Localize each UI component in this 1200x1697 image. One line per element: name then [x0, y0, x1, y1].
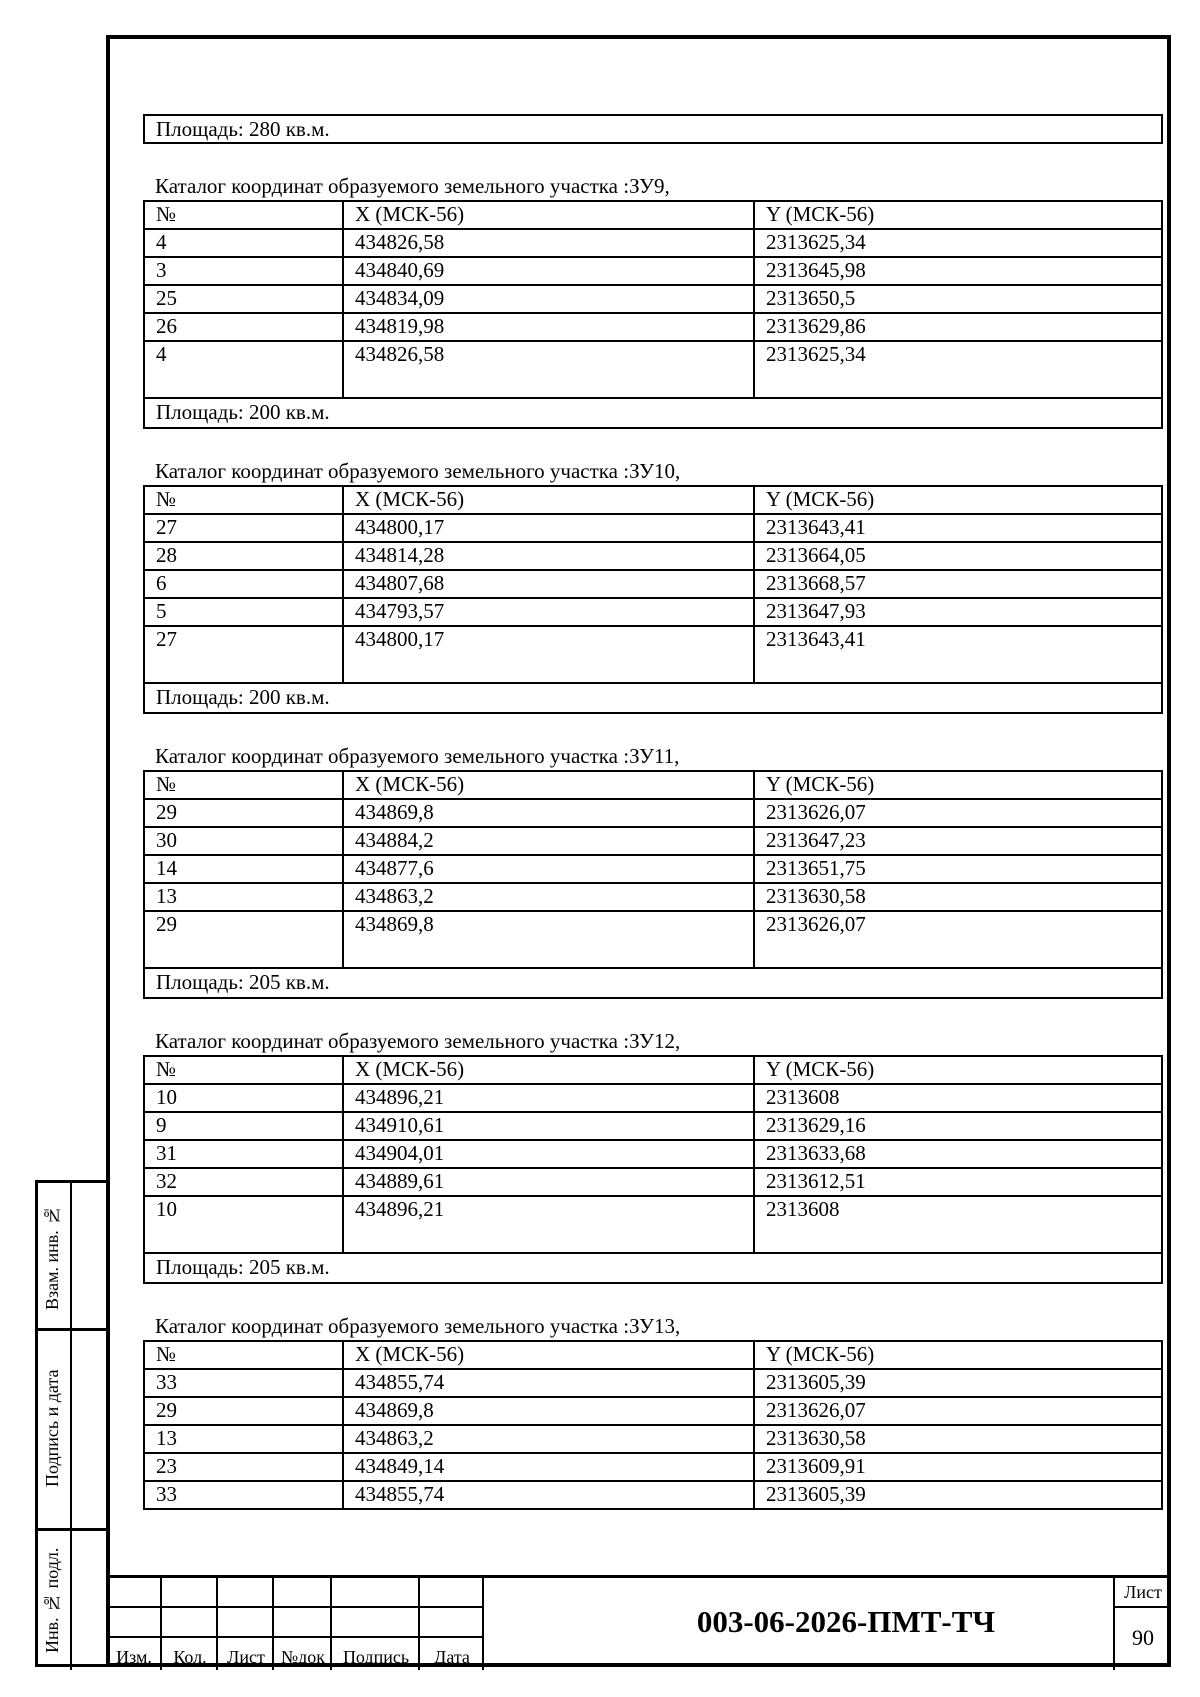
table-cell: 2313647,93	[754, 598, 1162, 626]
coordinates-table	[143, 485, 1163, 684]
table-cell: 434814,28	[343, 542, 754, 570]
table-cell: 434896,21	[343, 1084, 754, 1112]
table-header-row	[144, 1341, 1162, 1369]
column-header: №	[144, 1056, 343, 1084]
table-cell: 2313651,75	[754, 855, 1162, 883]
sheet-label: Лист	[1115, 1578, 1171, 1608]
table-row	[144, 542, 1162, 570]
table-cell: 2313630,58	[754, 1425, 1162, 1453]
table-cell: 4	[144, 341, 343, 398]
table-cell: 2313647,23	[754, 827, 1162, 855]
table-cell: 2313608	[754, 1196, 1162, 1253]
side-stamp-divider	[38, 1528, 109, 1531]
catalog-title: Каталог координат образуемого земельного участка :ЗУ12,	[155, 1029, 681, 1053]
table-cell: 2313643,41	[754, 626, 1162, 683]
table-cell: 434793,57	[343, 598, 754, 626]
document-content	[143, 114, 1163, 1510]
table-row	[144, 570, 1162, 598]
column-header: Y (МСК-56)	[754, 1056, 1162, 1084]
tb-label-data: Дата	[434, 1647, 470, 1667]
table-cell: 13	[144, 1425, 343, 1453]
table-cell: 27	[144, 626, 343, 683]
catalog-title: Каталог координат образуемого земельного участка :ЗУ9,	[155, 174, 670, 198]
table-cell: 23	[144, 1453, 343, 1481]
table-cell: 2313608	[754, 1084, 1162, 1112]
table-cell: 33	[144, 1481, 343, 1509]
table-cell: 2313630,58	[754, 883, 1162, 911]
table-row	[144, 1369, 1162, 1397]
column-header: X (МСК-56)	[343, 201, 754, 229]
table-cell: 2313605,39	[754, 1481, 1162, 1509]
table-row	[144, 229, 1162, 257]
catalog-area: Площадь: 200 кв.м.	[143, 399, 1163, 429]
table-cell: 2313609,91	[754, 1453, 1162, 1481]
table-row	[144, 257, 1162, 285]
table-row	[144, 855, 1162, 883]
table-cell: 13	[144, 883, 343, 911]
column-header: X (МСК-56)	[343, 771, 754, 799]
table-cell: 434840,69	[343, 257, 754, 285]
table-row	[144, 827, 1162, 855]
table-cell: 32	[144, 1168, 343, 1196]
tb-label-izm: Изм.	[116, 1647, 152, 1667]
table-cell: 434807,68	[343, 570, 754, 598]
table-cell: 26	[144, 313, 343, 341]
column-header: X (МСК-56)	[343, 1341, 754, 1369]
table-cell: 29	[144, 799, 343, 827]
table-cell: 2313626,07	[754, 799, 1162, 827]
table-cell: 434849,14	[343, 1453, 754, 1481]
table-cell: 434896,21	[343, 1196, 754, 1253]
table-cell: 33	[144, 1369, 343, 1397]
table-cell: 434819,98	[343, 313, 754, 341]
tb-row-line	[106, 1606, 484, 1608]
table-cell: 25	[144, 285, 343, 313]
table-row	[144, 1140, 1162, 1168]
table-row	[144, 313, 1162, 341]
coordinates-table	[143, 1055, 1163, 1254]
table-row	[144, 514, 1162, 542]
table-cell: 434904,01	[343, 1140, 754, 1168]
catalog-section	[143, 742, 1163, 999]
table-cell: 434855,74	[343, 1369, 754, 1397]
table-row	[144, 1425, 1162, 1453]
table-cell: 2313612,51	[754, 1168, 1162, 1196]
top-area-label: Площадь: 280 кв.м.	[143, 114, 1163, 144]
table-row	[144, 1397, 1162, 1425]
table-cell: 2313645,98	[754, 257, 1162, 285]
table-cell: 434877,6	[343, 855, 754, 883]
table-row	[144, 1112, 1162, 1140]
sheet-box	[1113, 1578, 1171, 1670]
table-row	[144, 1196, 1162, 1253]
table-cell: 4	[144, 229, 343, 257]
catalog-section	[143, 1312, 1163, 1510]
catalog-title: Каталог координат образуемого земельного участка :ЗУ11,	[155, 744, 680, 768]
table-row	[144, 285, 1162, 313]
table-cell: 2313605,39	[754, 1369, 1162, 1397]
column-header: №	[144, 1341, 343, 1369]
table-cell: 14	[144, 855, 343, 883]
table-header-row	[144, 1056, 1162, 1084]
table-header-row	[144, 771, 1162, 799]
table-cell: 434869,8	[343, 799, 754, 827]
document-code: 003-06-2026-ПМТ-ТЧ	[696, 1604, 996, 1639]
table-cell: 5	[144, 598, 343, 626]
table-cell: 29	[144, 911, 343, 968]
table-cell: 3	[144, 257, 343, 285]
table-row	[144, 1481, 1162, 1509]
tb-row-line	[106, 1636, 484, 1638]
table-row	[144, 598, 1162, 626]
table-cell: 434889,61	[343, 1168, 754, 1196]
column-header: №	[144, 201, 343, 229]
coordinates-table	[143, 770, 1163, 969]
tb-label-kol: Кол.	[173, 1647, 207, 1667]
table-cell: 10	[144, 1084, 343, 1112]
table-cell: 434910,61	[343, 1112, 754, 1140]
table-row	[144, 799, 1162, 827]
tb-label-ndok: №док	[280, 1647, 326, 1667]
table-header-row	[144, 201, 1162, 229]
catalog-title: Каталог координат образуемого земельного участка :ЗУ10,	[155, 459, 681, 483]
table-cell: 10	[144, 1196, 343, 1253]
catalog-area: Площадь: 205 кв.м.	[143, 1254, 1163, 1284]
catalog-section	[143, 1027, 1163, 1284]
coordinates-table	[143, 200, 1163, 399]
column-header: X (МСК-56)	[343, 1056, 754, 1084]
table-cell: 434800,17	[343, 514, 754, 542]
column-header: Y (МСК-56)	[754, 486, 1162, 514]
table-cell: 2313668,57	[754, 570, 1162, 598]
table-row	[144, 341, 1162, 398]
table-cell: 2313650,5	[754, 285, 1162, 313]
column-header: Y (МСК-56)	[754, 201, 1162, 229]
table-row	[144, 911, 1162, 968]
table-header-row	[144, 486, 1162, 514]
catalog-title: Каталог координат образуемого земельного участка :ЗУ13,	[155, 1314, 681, 1338]
side-stamp-podpis: Подпись и дата	[42, 1369, 62, 1487]
column-header: №	[144, 771, 343, 799]
table-cell: 434826,58	[343, 341, 754, 398]
side-stamp	[35, 1180, 106, 1667]
table-cell: 434826,58	[343, 229, 754, 257]
table-cell: 2313629,16	[754, 1112, 1162, 1140]
catalog-area: Площадь: 200 кв.м.	[143, 684, 1163, 714]
table-cell: 9	[144, 1112, 343, 1140]
table-cell: 434863,2	[343, 883, 754, 911]
table-row	[144, 1453, 1162, 1481]
table-cell: 2313625,34	[754, 341, 1162, 398]
tb-label-list: Лист	[227, 1647, 265, 1667]
table-cell: 31	[144, 1140, 343, 1168]
sheet-number: 90	[1132, 1625, 1154, 1650]
catalog-section	[143, 172, 1163, 429]
table-cell: 29	[144, 1397, 343, 1425]
table-cell: 434884,2	[343, 827, 754, 855]
tb-label-podpis: Подпись	[342, 1647, 410, 1667]
table-cell: 2313664,05	[754, 542, 1162, 570]
column-header: X (МСК-56)	[343, 486, 754, 514]
catalog-list	[143, 172, 1163, 1510]
table-row	[144, 1168, 1162, 1196]
table-cell: 30	[144, 827, 343, 855]
coordinates-table	[143, 1340, 1163, 1510]
table-cell: 2313643,41	[754, 514, 1162, 542]
table-row	[144, 883, 1162, 911]
table-cell: 2313629,86	[754, 313, 1162, 341]
side-stamp-divider	[38, 1328, 109, 1331]
table-cell: 434863,2	[343, 1425, 754, 1453]
catalog-section	[143, 457, 1163, 714]
title-block	[106, 1575, 1171, 1667]
table-cell: 434800,17	[343, 626, 754, 683]
catalog-area: Площадь: 205 кв.м.	[143, 969, 1163, 999]
table-cell: 2313625,34	[754, 229, 1162, 257]
side-stamp-vzam: Взам. инв. №	[42, 1205, 62, 1311]
column-header: №	[144, 486, 343, 514]
side-stamp-inv: Инв. № подл.	[42, 1547, 62, 1654]
table-cell: 2313626,07	[754, 911, 1162, 968]
table-cell: 28	[144, 542, 343, 570]
table-cell: 6	[144, 570, 343, 598]
column-header: Y (МСК-56)	[754, 771, 1162, 799]
table-cell: 27	[144, 514, 343, 542]
column-header: Y (МСК-56)	[754, 1341, 1162, 1369]
table-row	[144, 626, 1162, 683]
table-cell: 2313633,68	[754, 1140, 1162, 1168]
table-row	[144, 1084, 1162, 1112]
table-cell: 2313626,07	[754, 1397, 1162, 1425]
table-cell: 434834,09	[343, 285, 754, 313]
table-cell: 434869,8	[343, 1397, 754, 1425]
table-cell: 434869,8	[343, 911, 754, 968]
table-cell: 434855,74	[343, 1481, 754, 1509]
